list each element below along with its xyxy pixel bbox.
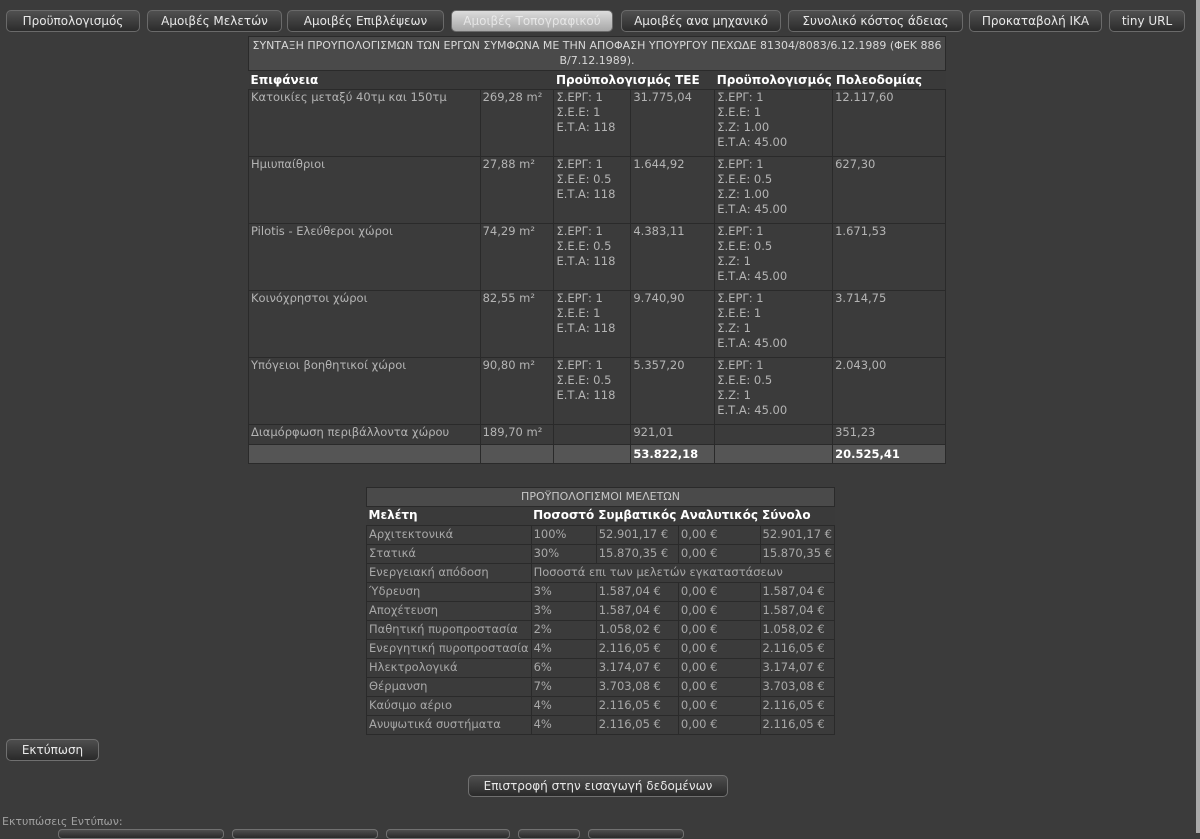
forms-label: Εκτυπώσεις Εντύπων: [2,815,123,828]
study-percent: 4% [531,716,596,735]
study-row [367,526,835,545]
study-name: Ενεργειακή απόδοση [367,564,532,583]
studies-caption: ΠΡΟΫΠΟΛΟΓΙΣΜΟΙ ΜΕΛΕΤΩΝ [367,488,835,507]
study-analytical: 0,00 € [678,583,760,602]
tee-value: 5.357,20 [631,358,715,425]
study-name: Ενεργητική πυροπροστασία [367,640,532,659]
study-analytical: 0,00 € [678,659,760,678]
col-study: Μελέτη [367,507,532,526]
planning-coefficients [715,425,833,445]
study-total: 15.870,35 € [760,545,835,564]
planning-coefficients: Σ.ΕΡΓ: 1 Σ.Ε.Ε: 1 Σ.Ζ: 1 Ε.Τ.Α: 45.00 [715,291,833,358]
total-empty-1 [249,445,481,464]
surface-area: 90,80 m² [480,358,554,425]
planning-coefficients: Σ.ΕΡΓ: 1 Σ.Ε.Ε: 1 Σ.Ζ: 1.00 Ε.Τ.Α: 45.00 [715,90,833,157]
tee-value: 31.775,04 [631,90,715,157]
form-print-button-5[interactable] [588,829,684,839]
study-total: 3.174,07 € [760,659,835,678]
budget-row [249,425,946,445]
tee-coefficients: Σ.ΕΡΓ: 1 Σ.Ε.Ε: 1 Ε.Τ.Α: 118 [554,291,631,358]
total-empty-3 [554,445,631,464]
study-name: Καύσιμο αέριο [367,697,532,716]
planning-coefficients: Σ.ΕΡΓ: 1 Σ.Ε.Ε: 0.5 Σ.Ζ: 1 Ε.Τ.Α: 45.00 [715,358,833,425]
budget-row [249,291,946,358]
study-name: Ηλεκτρολογικά [367,659,532,678]
study-conventional: 15.870,35 € [596,545,678,564]
study-conventional: 2.116,05 € [596,697,678,716]
study-percent: 100% [531,526,596,545]
planning-value: 3.714,75 [833,291,946,358]
study-analytical: 0,00 € [678,621,760,640]
col-planning-budget: Προϋπολογισμός Πολεοδομίας [715,71,946,90]
study-conventional: 2.116,05 € [596,640,678,659]
tab-study-fees[interactable]: Αμοιβές Μελετών [147,10,282,32]
total-empty-2 [480,445,554,464]
study-percent: 2% [531,621,596,640]
study-name: Αποχέτευση [367,602,532,621]
study-analytical: 0,00 € [678,716,760,735]
col-total: Σύνολο [760,507,835,526]
total-planning: 20.525,41 [833,445,946,464]
study-row [367,564,835,583]
study-total: 2.116,05 € [760,640,835,659]
planning-value: 2.043,00 [833,358,946,425]
studies-table [366,487,835,735]
col-tee-budget: Προϋπολογισμός ΤΕΕ [554,71,715,90]
planning-value: 627,30 [833,157,946,224]
study-note: Ποσοστά επι των μελετών εγκαταστάσεων [531,564,834,583]
tab-supervision-fees[interactable]: Αμοιβές Επιβλέψεων [287,10,444,32]
tab-topographic-fees[interactable] [451,10,613,32]
study-conventional: 3.703,08 € [596,678,678,697]
total-empty-4 [715,445,833,464]
study-name: Στατικά [367,545,532,564]
study-analytical: 0,00 € [678,640,760,659]
study-name: Παθητική πυροπροστασία [367,621,532,640]
study-total: 1.587,04 € [760,583,835,602]
col-surface: Επιφάνεια [249,71,481,90]
tee-coefficients: Σ.ΕΡΓ: 1 Σ.Ε.Ε: 1 Ε.Τ.Α: 118 [554,90,631,157]
study-name: Ανυψωτικά συστήματα [367,716,532,735]
planning-coefficients: Σ.ΕΡΓ: 1 Σ.Ε.Ε: 0.5 Σ.Ζ: 1.00 Ε.Τ.Α: 45.00 [715,157,833,224]
study-row [367,716,835,735]
tab-tiny-url[interactable]: tiny URL [1109,10,1185,32]
form-print-button-2[interactable] [232,829,378,839]
back-to-input-button[interactable]: Επιστροφή στην εισαγωγή δεδομένων [468,775,728,797]
tab-fees-per-engineer[interactable]: Αμοιβές ανα μηχανικό [621,10,781,32]
budget-total-row [249,445,946,464]
study-analytical: 0,00 € [678,678,760,697]
study-percent: 4% [531,697,596,716]
col-analytical: Αναλυτικός [678,507,760,526]
study-total: 2.116,05 € [760,716,835,735]
form-print-button-4[interactable] [518,829,580,839]
surface-name: Κοινόχρηστοι χώροι [249,291,481,358]
budget-row [249,358,946,425]
surface-area: 269,28 m² [480,90,554,157]
surface-area: 27,88 m² [480,157,554,224]
study-row [367,545,835,564]
tee-value: 9.740,90 [631,291,715,358]
study-total: 1.058,02 € [760,621,835,640]
total-tee: 53.822,18 [631,445,715,464]
study-analytical: 0,00 € [678,526,760,545]
planning-value: 1.671,53 [833,224,946,291]
study-percent: 3% [531,602,596,621]
study-total: 1.587,04 € [760,602,835,621]
studies-header-row [367,507,835,526]
tab-ika-advance[interactable]: Προκαταβολή ΙΚΑ [969,10,1102,32]
planning-value: 351,23 [833,425,946,445]
study-analytical: 0,00 € [678,697,760,716]
surface-name: Κατοικίες μεταξύ 40τμ και 150τμ [249,90,481,157]
window-edge [1196,0,1200,833]
study-conventional: 1.587,04 € [596,602,678,621]
form-print-button-1[interactable] [58,829,224,839]
col-area [480,71,554,90]
surface-area: 189,70 m² [480,425,554,445]
study-analytical: 0,00 € [678,602,760,621]
study-row [367,621,835,640]
surface-area: 74,29 m² [480,224,554,291]
surface-name: Υπόγειοι βοηθητικοί χώροι [249,358,481,425]
tee-coefficients: Σ.ΕΡΓ: 1 Σ.Ε.Ε: 0.5 Ε.Τ.Α: 118 [554,224,631,291]
budget-row [249,90,946,157]
form-print-button-3[interactable] [386,829,510,839]
study-name: Θέρμανση [367,678,532,697]
budget-caption: ΣΥΝΤΑΞΗ ΠΡΟΥΠΟΛΟΓΙΣΜΩΝ ΤΩΝ ΕΡΓΩΝ ΣΥΜΦΩΝΑ ΜΕ ΤΗΝ ΑΠΟΦΑΣΗ ΥΠΟΥΡΓΟΥ ΠΕΧΩΔΕ 81304/8083/6.12.1989 (ΦΕΚ 886 Β/7.12.1989). [249,37,946,71]
tab-bar [0,0,1196,36]
study-percent: 7% [531,678,596,697]
budget-table [248,36,946,464]
study-row [367,640,835,659]
study-row [367,659,835,678]
study-conventional: 1.058,02 € [596,621,678,640]
study-row [367,602,835,621]
study-percent: 6% [531,659,596,678]
planning-value: 12.117,60 [833,90,946,157]
surface-area: 82,55 m² [480,291,554,358]
study-percent: 3% [531,583,596,602]
study-total: 2.116,05 € [760,697,835,716]
study-conventional: 1.587,04 € [596,583,678,602]
tee-coefficients: Σ.ΕΡΓ: 1 Σ.Ε.Ε: 0.5 Ε.Τ.Α: 118 [554,157,631,224]
tee-coefficients [554,425,631,445]
study-analytical: 0,00 € [678,545,760,564]
study-total: 3.703,08 € [760,678,835,697]
budget-header-row [249,71,946,90]
print-button[interactable]: Εκτύπωση [6,739,99,761]
budget-row [249,157,946,224]
tee-coefficients: Σ.ΕΡΓ: 1 Σ.Ε.Ε: 0.5 Ε.Τ.Α: 118 [554,358,631,425]
tab-topographic-fees-label: Αμοιβές Τοπογραφικού [463,14,601,28]
study-percent: 30% [531,545,596,564]
surface-name: Pilotis - Ελεύθεροι χώροι [249,224,481,291]
study-name: Αρχιτεκτονικά [367,526,532,545]
study-row [367,678,835,697]
col-conventional: Συμβατικός [596,507,678,526]
study-total: 52.901,17 € [760,526,835,545]
tab-total-permit-cost[interactable]: Συνολικό κόστος άδειας [788,10,963,32]
surface-name: Ημιυπαίθριοι [249,157,481,224]
tab-budget[interactable]: Προϋπολογισμός [6,10,140,32]
study-name: Ύδρευση [367,583,532,602]
tee-value: 4.383,11 [631,224,715,291]
tee-value: 921,01 [631,425,715,445]
study-conventional: 3.174,07 € [596,659,678,678]
study-conventional: 2.116,05 € [596,716,678,735]
tee-value: 1.644,92 [631,157,715,224]
study-percent: 4% [531,640,596,659]
surface-name: Διαμόρφωση περιβάλλοντα χώρου [249,425,481,445]
col-percent: Ποσοστό [531,507,596,526]
study-row [367,697,835,716]
budget-row [249,224,946,291]
study-conventional: 52.901,17 € [596,526,678,545]
study-row [367,583,835,602]
planning-coefficients: Σ.ΕΡΓ: 1 Σ.Ε.Ε: 0.5 Σ.Ζ: 1 Ε.Τ.Α: 45.00 [715,224,833,291]
